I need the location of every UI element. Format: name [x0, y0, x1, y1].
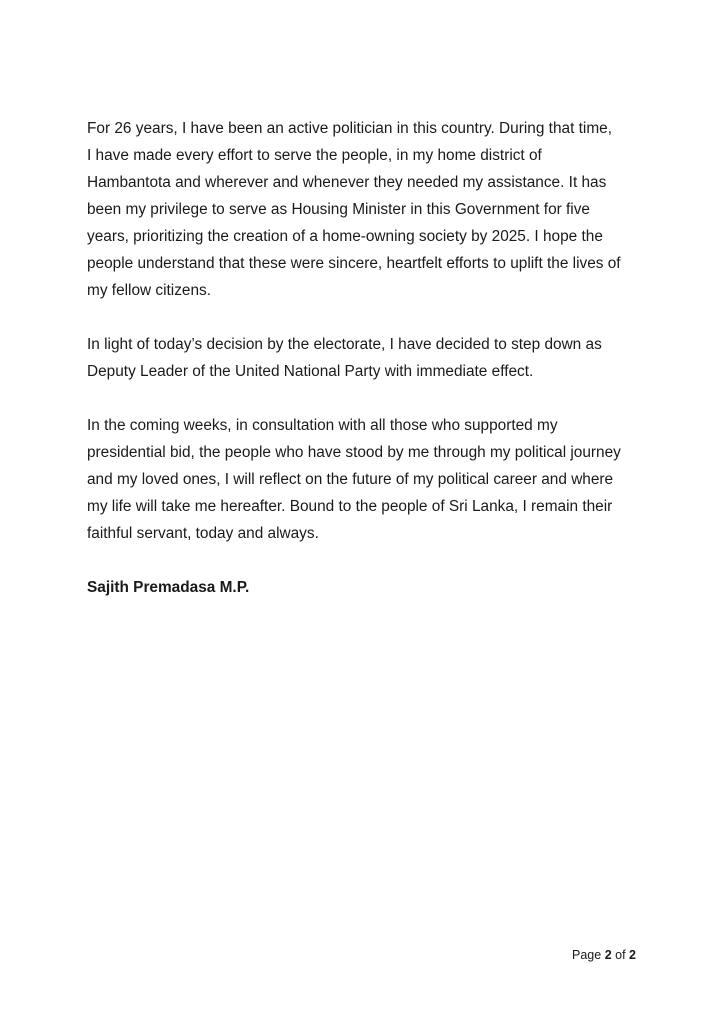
- paragraph-line: been my privilege to serve as Housing Minister in this Government for five: [87, 201, 590, 218]
- paragraph-line: In light of today’s decision by the electorate, I have decided to step down as: [87, 336, 602, 353]
- paragraph-2: [87, 331, 647, 385]
- total-pages-number: 2: [629, 948, 636, 962]
- page-word: Page: [572, 948, 602, 962]
- page-number-footer: [572, 945, 636, 965]
- paragraph-line: I have made every effort to serve the people, in my home district of: [87, 147, 542, 164]
- paragraph-line: years, prioritizing the creation of a home-owning society by 2025. I hope the: [87, 228, 603, 245]
- paragraph-line: people understand that these were sincere, heartfelt efforts to uplift the lives of: [87, 255, 621, 272]
- paragraph-line: my fellow citizens.: [87, 282, 212, 299]
- paragraph-1: [87, 115, 647, 304]
- paragraph-line: presidential bid, the people who have stood by me through my political journey: [87, 444, 621, 461]
- paragraph-line: Hambantota and wherever and whenever they needed my assistance. It has: [87, 174, 607, 191]
- signature: Sajith Premadasa M.P.: [87, 579, 250, 596]
- paragraph-line: For 26 years, I have been an active politician in this country. During that time,: [87, 120, 612, 137]
- letter-body: [87, 115, 647, 601]
- paragraph-line: and my loved ones, I will reflect on the future of my political career and where: [87, 471, 614, 488]
- of-word: of: [615, 948, 626, 962]
- current-page-number: 2: [604, 948, 612, 962]
- paragraph-line: Deputy Leader of the United National Party with immediate effect.: [87, 363, 534, 380]
- paragraph-line: In the coming weeks, in consultation with all those who supported my: [87, 417, 558, 434]
- paragraph-3: [87, 412, 647, 547]
- paragraph-line: faithful servant, today and always.: [87, 525, 319, 542]
- paragraph-line: my life will take me hereafter. Bound to the people of Sri Lanka, I remain their: [87, 498, 613, 515]
